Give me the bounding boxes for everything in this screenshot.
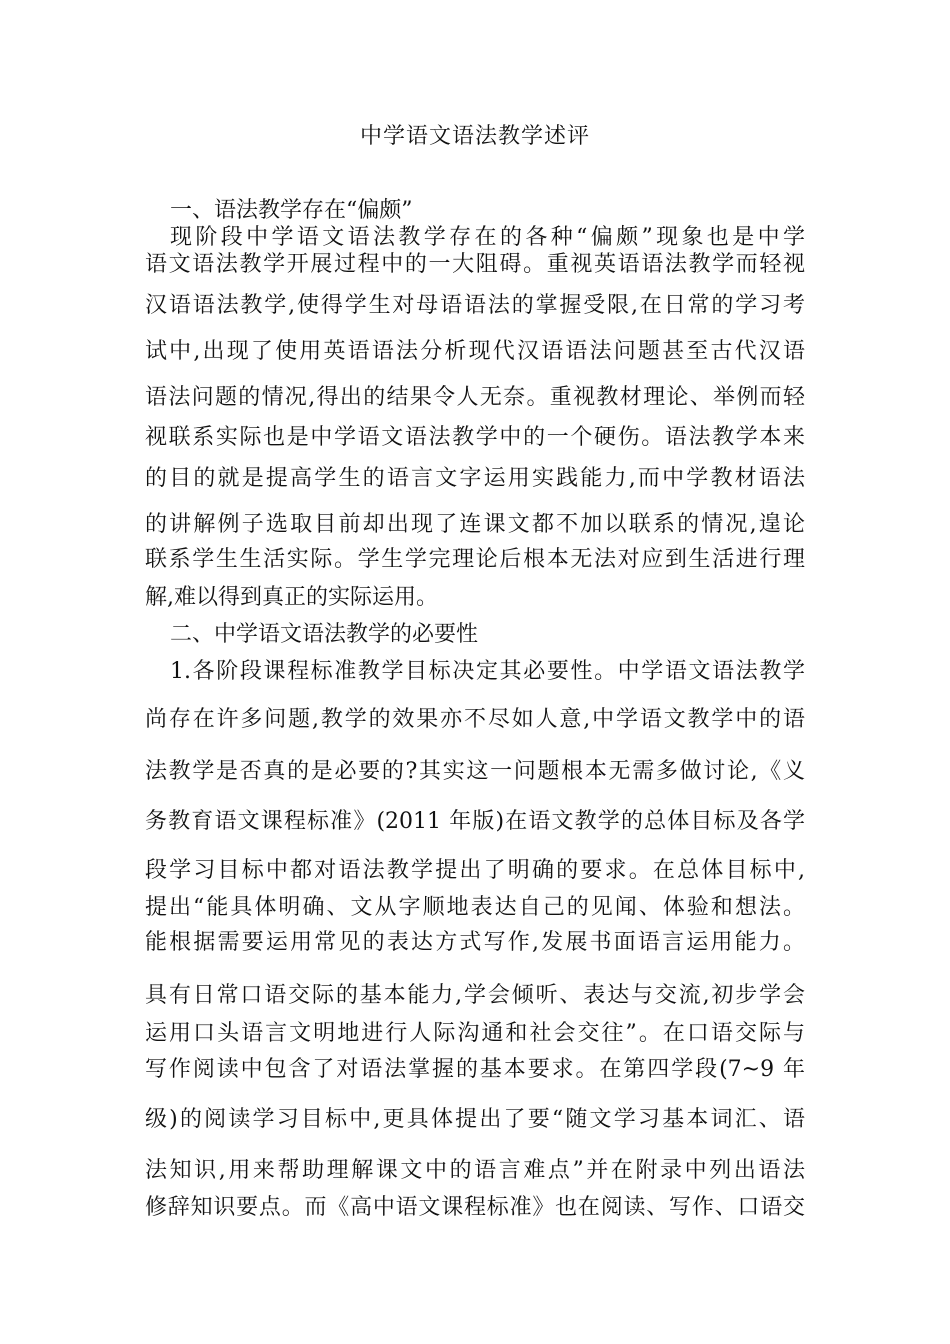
paragraph-line: 的目的就是提高学生的语言文字运用实践能力,而中学教材语法 <box>145 466 805 491</box>
paragraph-line: 现阶段中学语文语法教学存在的各种“偏颇”现象也是中学 <box>170 225 805 250</box>
document-title: 中学语文语法教学述评 <box>359 124 590 149</box>
section-heading-1: 一、语法教学存在“偏颇” <box>170 198 413 223</box>
paragraph-line: 级)的阅读学习目标中,更具体提出了要“随文学习基本词汇、语 <box>145 1107 805 1132</box>
paragraph-line: 提出“能具体明确、文从字顺地表达自己的见闻、体验和想法。 <box>145 895 805 920</box>
paragraph-line: 的讲解例子选取目前却出现了连课文都不加以联系的情况,遑论 <box>145 512 805 537</box>
paragraph-line: 法教学是否真的是必要的?其实这一问题根本无需多做讨论,《义 <box>145 759 805 784</box>
paragraph-line: 语文语法教学开展过程中的一大阻碍。重视英语语法教学而轻视 <box>145 252 805 277</box>
paragraph-line: 法知识,用来帮助理解课文中的语言难点”并在附录中列出语法 <box>145 1158 805 1183</box>
paragraph-line: 务教育语文课程标准》(2011 年版)在语文教学的总体目标及各学 <box>145 809 805 834</box>
paragraph-line: 解,难以得到真正的实际运用。 <box>145 585 438 610</box>
paragraph-line: 语法问题的情况,得出的结果令人无奈。重视教材理论、举例而轻 <box>145 385 805 410</box>
paragraph-line: 修辞知识要点。而《高中语文课程标准》也在阅读、写作、口语交 <box>145 1195 805 1220</box>
paragraph-line: 尚存在许多问题,教学的效果亦不尽如人意,中学语文教学中的语 <box>145 707 805 732</box>
paragraph-line: 具有日常口语交际的基本能力,学会倾听、表达与交流,初步学会 <box>145 983 805 1008</box>
paragraph-line: 能根据需要运用常见的表达方式写作,发展书面语言运用能力。 <box>145 930 805 955</box>
paragraph-line: 试中,出现了使用英语语法分析现代汉语语法问题甚至古代汉语 <box>145 339 805 364</box>
paragraph-line: 段学习目标中都对语法教学提出了明确的要求。在总体目标中, <box>145 858 805 883</box>
paragraph-line: 运用口头语言文明地进行人际沟通和社会交往”。在口语交际与 <box>145 1021 805 1046</box>
paragraph-line: 联系学生生活实际。学生学完理论后根本无法对应到生活进行理 <box>145 547 805 572</box>
paragraph-line: 视联系实际也是中学语文语法教学中的一个硬伤。语法教学本来 <box>145 425 805 450</box>
paragraph-line: 1.各阶段课程标准教学目标决定其必要性。中学语文语法教学 <box>170 659 805 684</box>
paragraph-line: 写作阅读中包含了对语法掌握的基本要求。在第四学段(7~9 年 <box>145 1057 805 1082</box>
paragraph-line: 汉语语法教学,使得学生对母语语法的掌握受限,在日常的学习考 <box>145 293 805 318</box>
section-heading-2: 二、中学语文语法教学的必要性 <box>170 622 479 647</box>
